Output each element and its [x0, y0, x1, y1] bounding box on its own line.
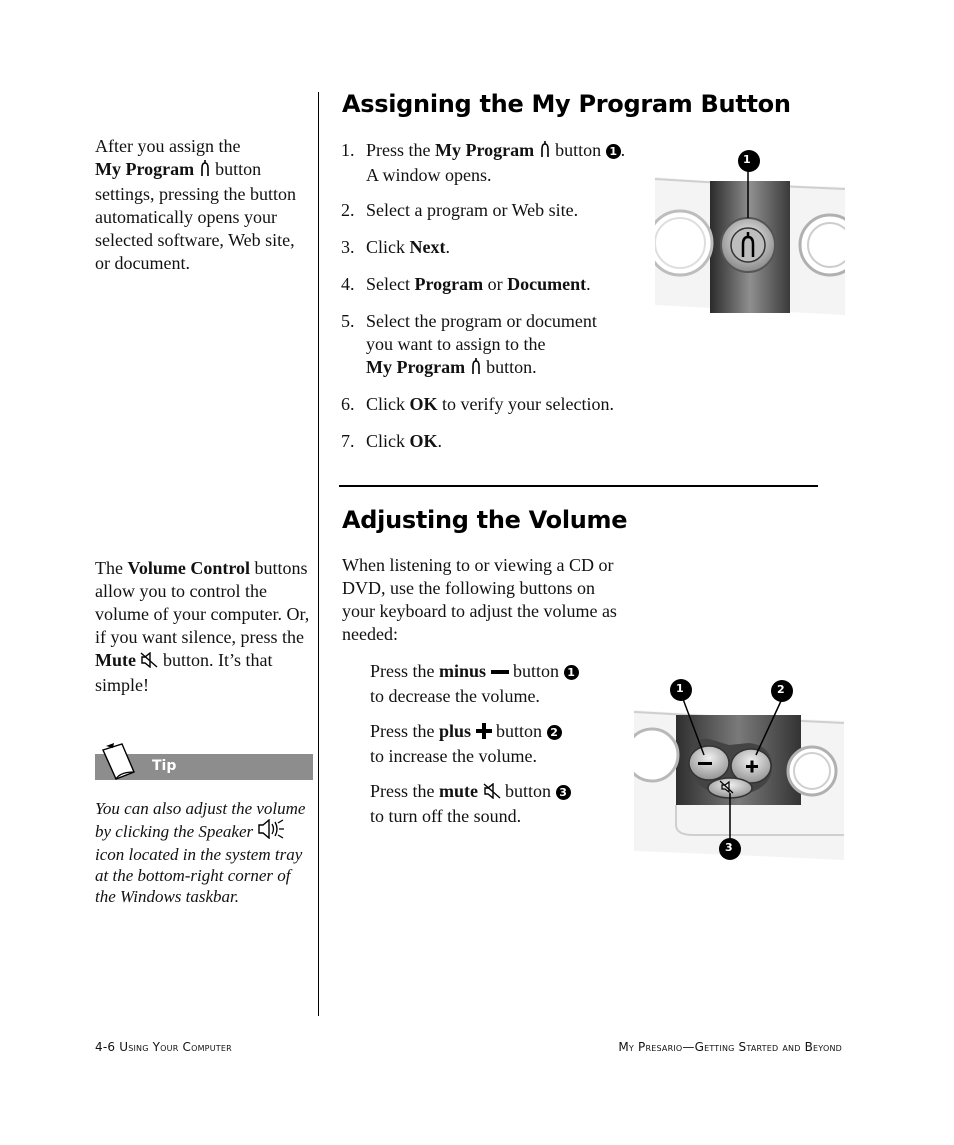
volume-item-mute: Press the mute button 3 to turn off the sound. [370, 780, 630, 828]
callout-1: 1 [606, 144, 621, 159]
mute-icon [140, 651, 158, 674]
mute-icon [483, 782, 501, 805]
my-program-icon [470, 357, 482, 381]
photo-callout-1: 1 [676, 682, 684, 695]
step-3: 3. Click Next. [341, 237, 450, 257]
side-note-my-program: After you assign the My Program button settings, pressing the button automatically opens your selected software, Web site, or document. [95, 136, 296, 273]
photo-callout-2: 2 [777, 683, 785, 696]
step-6: 6. Click OK to verify your selection. [341, 394, 614, 414]
column-divider [318, 92, 319, 1016]
volume-item-minus: Press the minus button 1 to decrease the volume. [370, 660, 630, 708]
callout-2: 2 [547, 725, 562, 740]
photo-callout-3: 3 [725, 841, 733, 854]
volume-buttons-photo [634, 675, 844, 865]
footer-right: My Presario—Getting Started and Beyond [618, 1040, 842, 1054]
photo-callout-1: 1 [743, 153, 751, 166]
step-4: 4. Select Program or Document. [341, 274, 591, 294]
step-2: 2. Select a program or Web site. [341, 200, 579, 220]
tip-label: Tip [152, 758, 177, 774]
side-note-volume: The Volume Control buttons allow you to control the volume of your computer. Or, if you want silence, press the Mute button. It’s that simple! [95, 558, 310, 695]
speaker-icon [257, 819, 285, 844]
volume-intro: When listening to or viewing a CD or DVD, use the following buttons on your keyboard to adjust the volume as needed: [342, 555, 617, 644]
callout-3: 3 [556, 785, 571, 800]
section-divider [339, 485, 818, 487]
plus-icon [476, 722, 492, 745]
tip-note-icon [100, 742, 138, 787]
my-program-icon [199, 159, 211, 183]
my-program-icon [539, 140, 551, 164]
section-title-my-program: Assigning the My Program Button [342, 90, 791, 118]
tip-text: You can also adjust the volume by clicking the Speaker icon located in the system tray at the bottom-right corner of the Windows taskbar. [95, 799, 306, 906]
step-1: 1. Press the My Program button 1 . A window opens. [341, 140, 626, 185]
section-title-volume: Adjusting the Volume [342, 506, 628, 534]
step-5: 5. Select the program or document you want to assign to the My Program button. [341, 310, 626, 381]
footer-left: 4-6 Using Your Computer [95, 1040, 232, 1054]
minus-icon [491, 662, 509, 685]
step-7: 7. Click OK. [341, 431, 443, 451]
my-program-button-photo [655, 145, 845, 320]
callout-1: 1 [564, 665, 579, 680]
volume-item-plus: Press the plus button 2 to increase the volume. [370, 720, 630, 768]
